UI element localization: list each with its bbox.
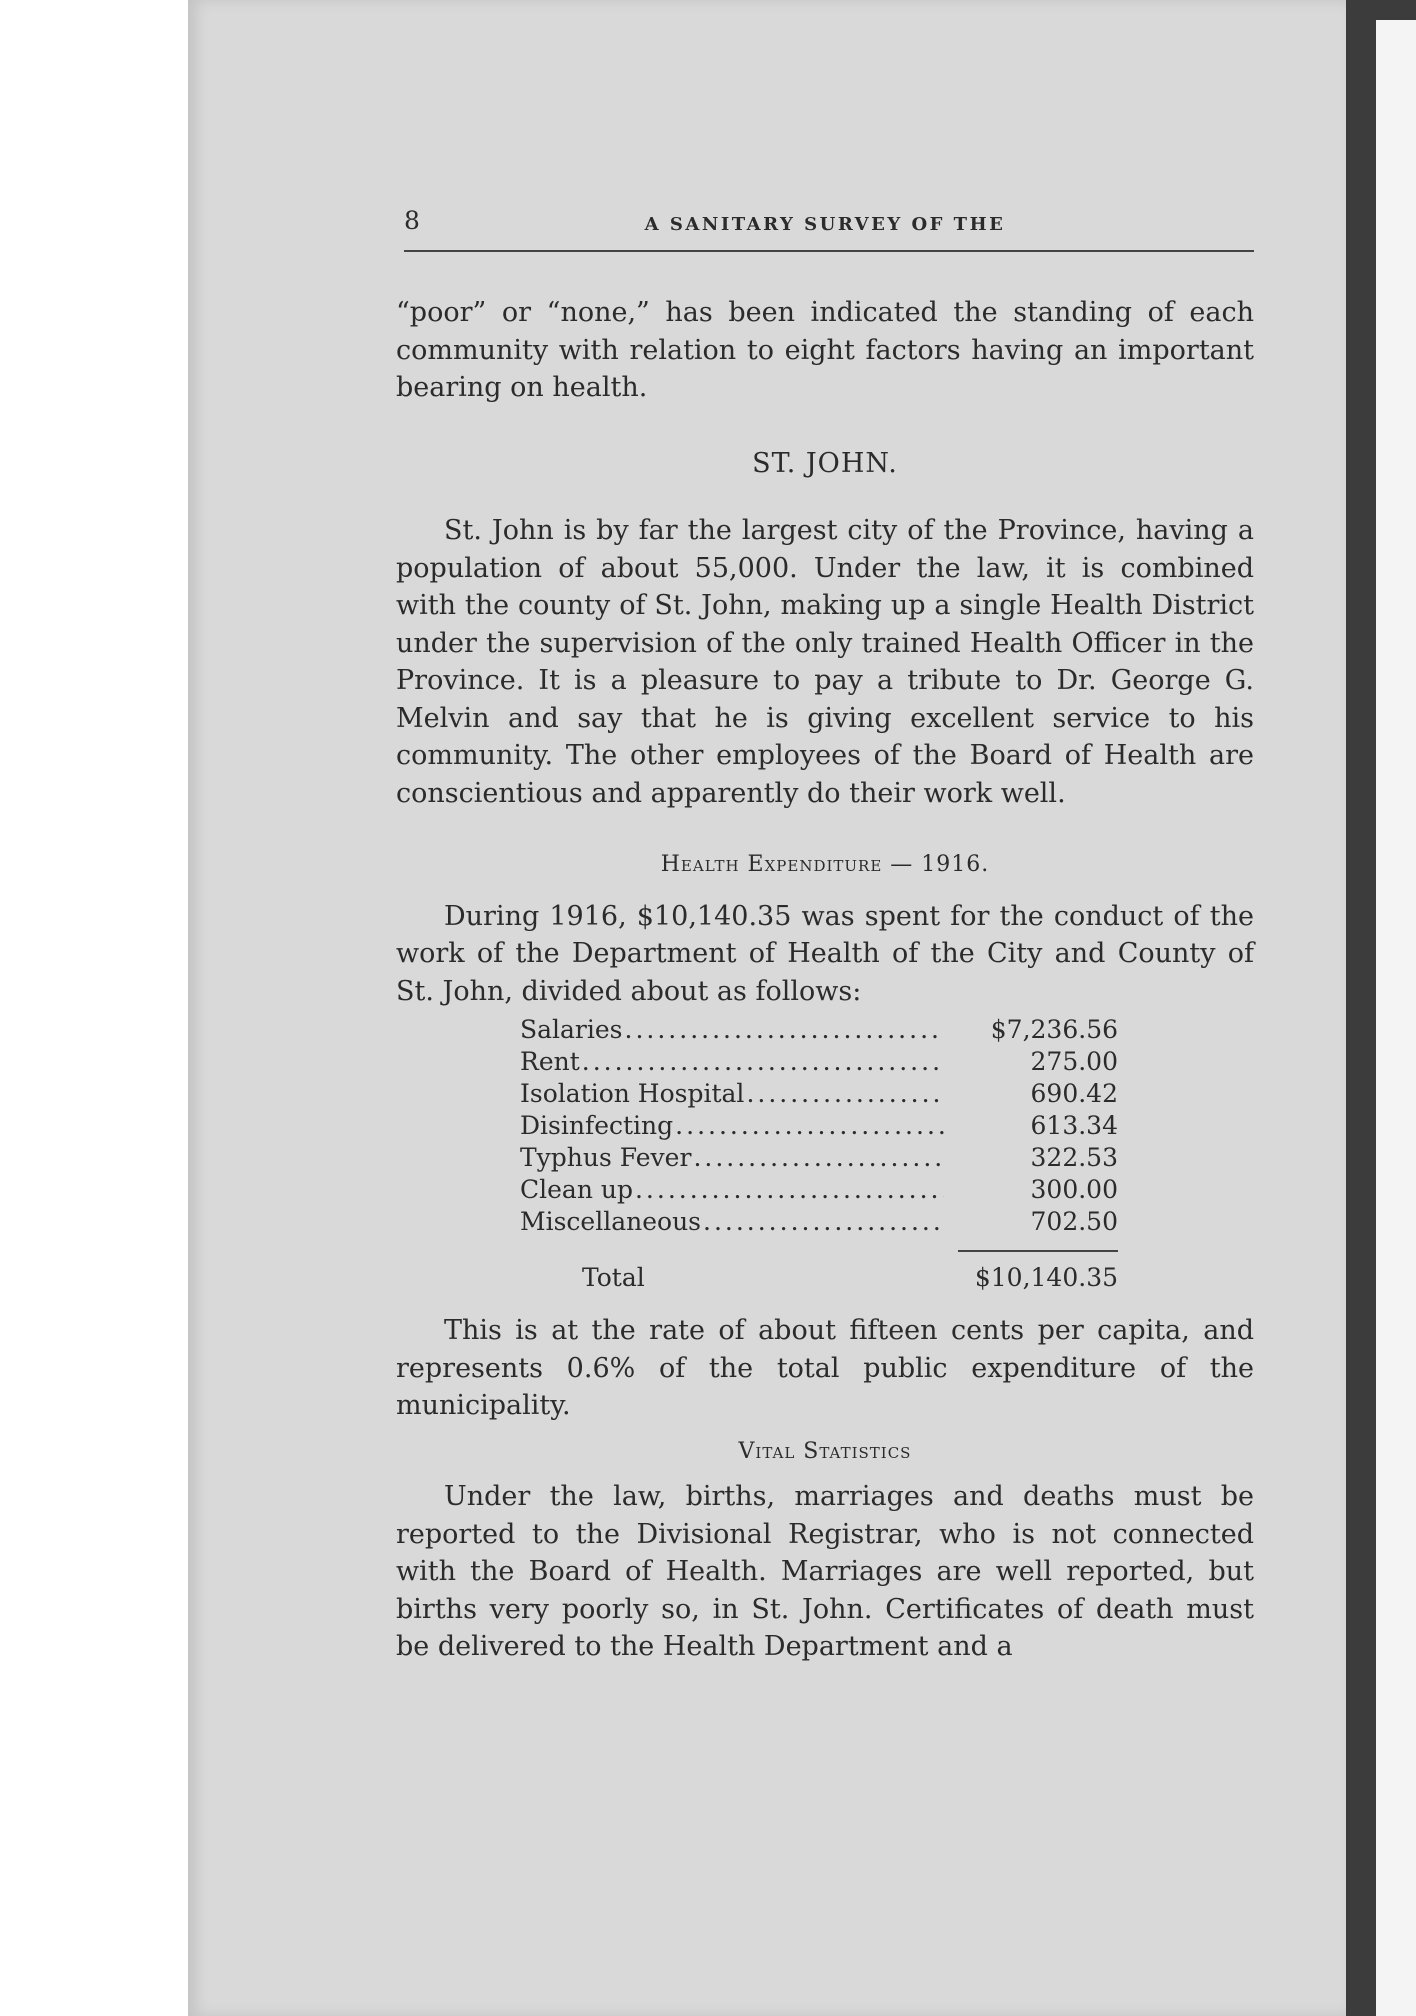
table-row [520, 1206, 1118, 1238]
total-rule [958, 1250, 1118, 1252]
page-content [396, 200, 1254, 1666]
header-rule [404, 250, 1254, 252]
section-title: ST. JOHN. [752, 447, 898, 479]
vital-statistics-heading: Vital Statistics [738, 1438, 912, 1464]
row-amount: 690.42 [1030, 1079, 1118, 1108]
table-row [520, 1142, 1118, 1174]
dot-leader [582, 1046, 944, 1078]
table-row [520, 1078, 1118, 1110]
scan-margin-right [1376, 20, 1416, 2016]
row-label: Typhus Fever [520, 1143, 692, 1172]
scan-margin-left [0, 0, 188, 2016]
row-amount: 322.53 [1030, 1143, 1118, 1172]
dot-leader [746, 1078, 944, 1110]
row-label: Clean up [520, 1175, 633, 1204]
total-amount: $10,140.35 [974, 1263, 1118, 1292]
dot-leader [693, 1142, 944, 1174]
row-amount: 702.50 [1030, 1207, 1118, 1236]
row-amount: 275.00 [1030, 1047, 1118, 1076]
expenditure-intro-paragraph: During 1916, $10,140.35 was spent for the conduct of the work of the Department of Health of the City and County of St. John, divided about as follows: [396, 900, 1254, 1007]
row-label: Rent [520, 1047, 580, 1076]
dot-leader [675, 1110, 944, 1142]
dot-leader [625, 1014, 944, 1046]
row-label: Isolation Hospital [520, 1079, 745, 1108]
rate-paragraph: This is at the rate of about fifteen cents per capita, and represents 0.6% of the total public expenditure of the municipality. [396, 1315, 1254, 1421]
table-row [520, 1110, 1118, 1142]
running-head [396, 200, 1254, 244]
row-label: Disinfecting [520, 1111, 674, 1140]
row-amount: $7,236.56 [990, 1015, 1118, 1044]
row-amount: 300.00 [1030, 1175, 1118, 1204]
row-label: Miscellaneous [520, 1207, 701, 1236]
st-john-paragraph: St. John is by far the largest city of the Province, having a population of about 55,000. Under the law, it is combined with the county of St. John, making up a single Health District under the supervision of the only trained Health Officer in the Province. It is a pleasure to pay a tribute to Dr. George G. Melvin and say that he is giving excellent service to his community. The other employees of the Board of Health are conscientious and apparently do their work well. [396, 515, 1254, 809]
page-number: 8 [404, 206, 420, 235]
vital-statistics-paragraph: Under the law, births, marriages and deaths must be reported to the Divisional Registrar, who is not connected with the Board of Health. Marriages are well reported, but births very poorly so, in St. John. Certificates of death must be delivered to the Health Department and a [396, 1481, 1254, 1662]
row-label: Salaries [520, 1015, 623, 1044]
intro-paragraph: “poor” or “none,” has been indicated the standing of each community with relation to eight factors having an important bearing on health. [396, 297, 1254, 403]
dot-leader [703, 1206, 944, 1238]
expenditure-heading: Health Expenditure — 1916. [660, 852, 990, 877]
dot-leader [635, 1174, 944, 1206]
table-row [520, 1014, 1118, 1046]
scan-edge-top [1346, 0, 1416, 20]
table-row [520, 1046, 1118, 1078]
row-amount: 613.34 [1030, 1111, 1118, 1140]
running-title: A SANITARY SURVEY OF THE [644, 214, 1006, 235]
scan-edge-right [1346, 18, 1376, 2016]
table-row [520, 1174, 1118, 1206]
total-label: Total [582, 1263, 645, 1292]
total-row [520, 1262, 1118, 1294]
expenditure-table [520, 1014, 1118, 1294]
